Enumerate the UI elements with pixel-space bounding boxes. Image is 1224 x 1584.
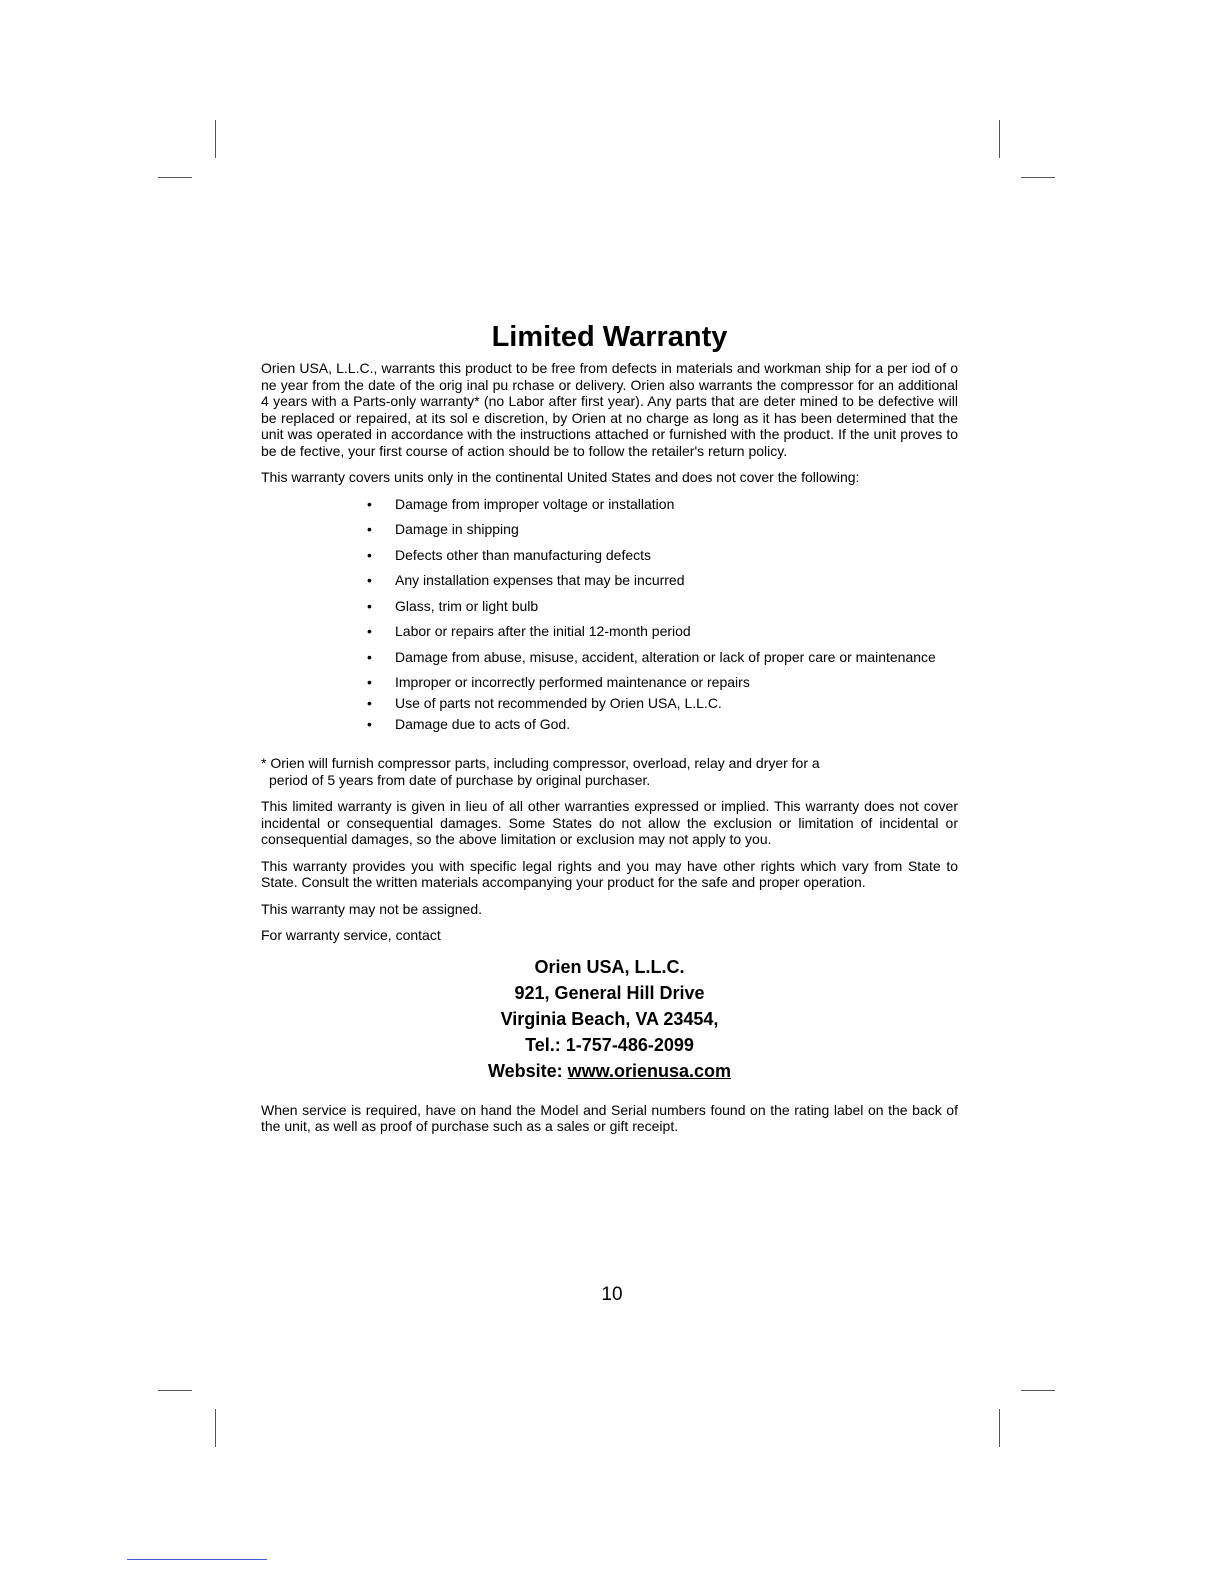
list-item-text: Any installation expenses that may be incurred [395, 572, 685, 588]
list-item [367, 693, 958, 714]
bullet-icon: • [367, 597, 372, 614]
bullet-icon: • [367, 716, 372, 732]
company-name: Orien USA, L.L.C. [534, 956, 685, 977]
list-item-text: Use of parts not recommended by Orien USA, L.L.C. [395, 695, 722, 711]
list-item [367, 519, 958, 540]
footnote-line: period of 5 years from date of purchase by original purchaser. [269, 771, 651, 788]
service-contact-intro: For warranty service, contact [261, 927, 441, 943]
list-item-text: Damage from abuse, misuse, accident, alteration or lack of proper care or maintenance [395, 648, 936, 665]
telephone: Tel.: 1-757-486-2099 [525, 1034, 694, 1055]
city-state-zip: Virginia Beach, VA 23454, [500, 1008, 719, 1029]
list-item-text: Improper or incorrectly performed maintenance or repairs [395, 674, 750, 690]
list-item [367, 545, 958, 566]
bullet-icon: • [367, 572, 372, 588]
bullet-icon: • [367, 495, 372, 512]
legal-rights-paragraph: This warranty provides you with specific legal rights and you may have other rights which vary from State to State. Consult the written materials accompanying your product for the safe and proper operation. [261, 857, 958, 890]
bullet-icon: • [367, 521, 372, 537]
bullet-icon: • [367, 695, 372, 711]
warranty-intro-paragraph: Orien USA, L.L.C., warrants this product to be free from defects in materials and workman ship for a per iod of o ne year from the date of the orig inal pu rchase or delivery. Orien also warrants the compressor for an additional 4 years with a Parts-only warranty* (no Labor after first year). Any parts that are deter mined to be defective will be replaced or repaired, at its sol e discretion, by Orien at no charge as long as it has been determined that the unit was operated in accordance with the instructions attached or furnished with the product. If the unit proves to be de fective, your first course of action should be to follow the retailer's return policy. [261, 360, 958, 459]
list-item [367, 621, 958, 642]
website-link[interactable]: www.orienusa.com [567, 1060, 732, 1081]
footnote-line: * Orien will furnish compressor parts, including compressor, overload, relay and dryer for a [261, 755, 820, 771]
bullet-icon: • [367, 623, 372, 639]
list-item-text: Defects other than manufacturing defects [395, 546, 652, 563]
warranty-document [261, 318, 958, 1135]
page-number: 10 [601, 1284, 623, 1305]
list-item-text: Damage due to acts of God. [395, 716, 571, 732]
compressor-footnote [261, 755, 958, 788]
crop-mark-bottom-left-vertical [215, 1409, 216, 1447]
list-item-text: Glass, trim or light bulb [395, 597, 539, 614]
service-requirements-paragraph: When service is required, have on hand the Model and Serial numbers found on the rating label on the back of the unit, as well as proof of purchase such as a sales or gift receipt. [261, 1101, 958, 1134]
crop-mark-top-left-horizontal [158, 177, 192, 178]
crop-mark-bottom-right-horizontal [1021, 1390, 1055, 1391]
crop-mark-top-left-vertical [215, 120, 216, 158]
crop-mark-top-right-vertical [999, 120, 1000, 158]
page-title: Limited Warranty [491, 321, 728, 353]
exclusions-list [261, 494, 958, 736]
street-address: 921, General Hill Drive [514, 982, 705, 1003]
list-item [367, 647, 958, 668]
list-item-text: Damage from improper voltage or installation [395, 495, 675, 512]
website-line [261, 1058, 958, 1084]
link-underline [127, 1559, 267, 1560]
crop-mark-bottom-right-vertical [999, 1409, 1000, 1447]
assignment-paragraph: This warranty may not be assigned. [261, 900, 482, 917]
list-item-text: Labor or repairs after the initial 12-month period [395, 623, 691, 639]
bullet-icon: • [367, 648, 372, 665]
crop-mark-top-right-horizontal [1021, 177, 1055, 178]
list-item [367, 494, 958, 515]
limited-warranty-paragraph: This limited warranty is given in lieu of all other warranties expressed or implied. This warranty does not cover incidental or consequential damages. Some States do not allow the exclusion or limitation of incidental or consequential damages, so the above limitation or exclusion may not apply to you. [261, 798, 958, 847]
bullet-icon: • [367, 674, 372, 690]
list-item-text: Damage in shipping [395, 521, 519, 537]
bullet-icon: • [367, 546, 372, 563]
list-item [367, 714, 958, 735]
list-item [367, 570, 958, 591]
list-item [367, 596, 958, 617]
website-label: Website: [487, 1060, 568, 1081]
coverage-paragraph: This warranty covers units only in the continental United States and does not cover the following: [261, 469, 860, 485]
list-item [367, 672, 958, 693]
contact-block [261, 954, 958, 1084]
crop-mark-bottom-left-horizontal [158, 1390, 192, 1391]
